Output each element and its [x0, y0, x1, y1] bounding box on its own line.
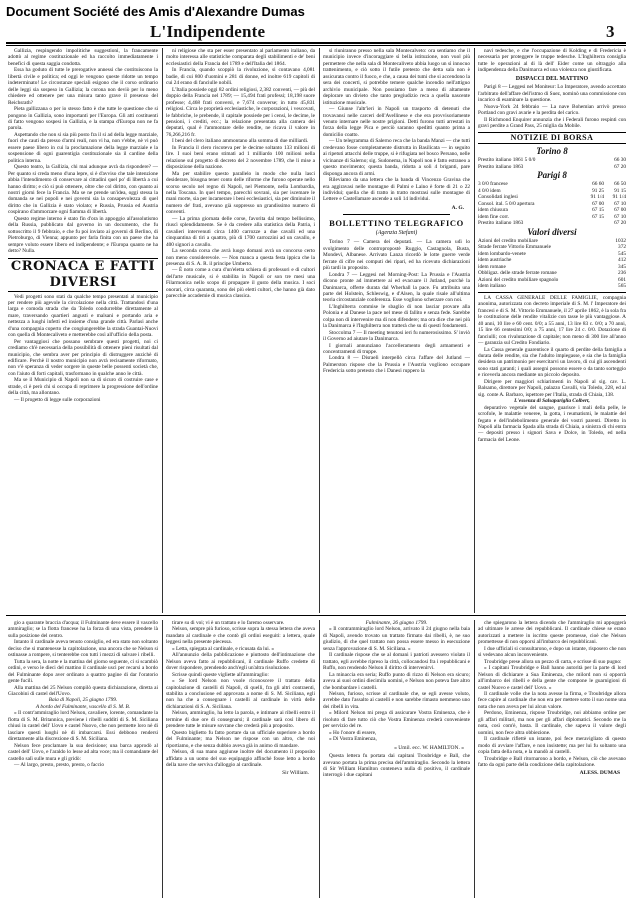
- paragraph: Torino 7 — Camera dei deputati. — La camera udì lo svolgimento delle contropropostė Ruggio, Castagnola, Busta, Mondevì, Albanese. Arrivato Lanza ricordò le lotte guerre verde ferrate di cifre nei computi dei ripari, ed ha ricevuto dichiarazioni più tardi in proposito.: [323, 239, 470, 272]
- paragraph: I beni del clero italiano ammontano alla somma di due milliardi.: [172, 138, 309, 145]
- row-value: 67 15: [592, 207, 604, 214]
- row-label: Prestito italiano 1863: [478, 163, 524, 170]
- row-value: 67 10: [614, 213, 626, 220]
- paragraph: — Al largo, presto, presto, presto, o faccio: [14, 761, 105, 768]
- column-3: [323, 48, 470, 613]
- paragraph: LA CASSA GENERALE DELLE FAMIGLIE, compagnia anonima, autorizzata con decreto imperiale di S. M. l' Imperatore dei francesi e di S. M. Vittorio Emmanuele, il 27 aprile 1862, è la sola fra le costituzione delle rendite vitalizie con tasse le più vantaggiose. A 40 anni, 10 lire e 60 cent. 0/0; a 55 anni, 13 lire 83 c. 0/0; a 70 anni, 15 lire 66 centesimi 0/0; a 75 anni, 17 lire 24 c. 0/0. Dotazione di fanciulli; con rivalutazione di capitale; non meno di 300 lire all'anno — garanzia sul Credito Fondiario.: [478, 294, 626, 347]
- paragraph: Nuova-York 24 febbraio — La nave Bohemian arrivò presso Portland con gravi avarie e la perdita del carico.: [478, 103, 626, 117]
- author-signature: ALESS. DUMAS: [579, 770, 620, 777]
- paragraph: Nelson, sempre più furioso, scrisse sopra la stessa lettera che aveva mandato al cardinale e che contò gli ordini eseguiti: a lettera, quale leggesi nella presente piecessa.: [166, 626, 315, 646]
- paragraph: La Cassa generale guarentisce il quarto di perdite della famiglia a durata delle rendite, sia che l'adulto impiegasse, e sia che la famiglia desidera un patrimonio per esercitarvi un lavoro, di cui gli ascendenti sono stati garanti; i quali assegni possono essere o da tanto sorteggio e riceverla ancora mediante un piccolo deposito.: [478, 346, 626, 379]
- paragraph: La seconda corsa che avrà luogo domani avrà un concorso certo non meno considerevole. — Non manca a questa festa ippica che la presenza di S. A. R. il principe Umberto.: [166, 248, 315, 267]
- paragraph: — Un telegramma di Salerno reca che la banda Manzi — che tutti credevano fosse completamente distrutta in Basilicata — in seguito ai ripetuti attacchi delle truppe, si è rifugiata nel bosco Persano, nelle vicinanze di Salerno; sig. Sudonema, in Napoli non è fatto estraneo a questo movimento; questa banda, ridotta a soli 4 briganti, pare disponga ancora di armi.: [323, 138, 470, 177]
- column-divider: [474, 48, 475, 613]
- paragraph: Nelson fece proclamare la sua decisione; una barca approdò al castel dell' Uovo, e l'araldo lo lesse ad alta voce; ma il comandante del castello salì sulle mura e gli gridò:: [8, 742, 158, 762]
- row-label: idem austriache: [478, 257, 512, 264]
- row-value: 91 25: [592, 187, 604, 194]
- paragraph: Per vantaggiosi che possano sembrare questi progetti, noi ci crediamo ch'è necessaria della possibilità di ottenere pieni risultati dal municipio, che sembra aver per principio di distruggere anzichè di edificare. Perchè il nostro municipio non avrà recisamente riformato, non v'è speranza di veder sorgere in queste belle possenti società che, con l'aiuto di forti capitali, trasformano in qualche anno le città.: [8, 338, 158, 377]
- cronaca-tail: — Il progetto di legge sulle corporazioni: [14, 396, 101, 403]
- row-label: idem chiusura: [478, 207, 508, 214]
- cronaca-article: [8, 294, 158, 397]
- row-value: 601: [618, 276, 626, 283]
- column-2: [166, 48, 315, 613]
- col4-top-article: [478, 48, 626, 74]
- col1-top-article: [8, 48, 158, 255]
- paragraph: L'Italia possiede oggi 82 ordini religiosi, 2,382 conventi, — più del doppio della Francia nel 1789; — 15,494 frati professi; 18,198 suore professe; 4,468 frati conversi, e 7,674 converse; in tutto 45,831 religiosi. Circa le proprietà ecclesiastiche, le corporazioni, i vescovati, le fabbriche, le prebende, il capitale possiede per i censi, le decime, le pensioni, i crediti, ecc.; la relazione presentata alla camera dei deputati, qual è l'ammontare delle rendite, ne ricava il valore in 76,266,216 fr.: [166, 86, 315, 138]
- paragraph: Gallizia, respingendo impolitiche suggestioni, la francamente adottò al regime costituzionale ed ha raccolto immediatamente i benefici di questa saggia condotta.: [8, 48, 158, 67]
- paragraph: Aspettando che non si sia più posto fra il si ad della legge marziale, fuori che cauti da presso d'armi reali, non vi ha, non v'ebbe, nè vi può essere paese libero in cui la proclamazione della legge marziale e la sospensione di ogni guarentigia costituzionale sia il cardine della politica interna.: [8, 131, 158, 164]
- paragraph: Essa ha goduto di tutte le prerogative annessi che costituiscono la libertà civile e politica; ed oggi le vengono queste ridotte un tempo indeterminato! Le circostanze speciali esigono che il corso ordinario delle leggi sia sospeso in Gallizia; la corona non deviò per lo meno chiedere ed ottenere per una misura tanto grave il presenso del Reichsrath?: [8, 67, 158, 106]
- paragraph: Il cardinale rispose che se al domani i patrioti avessero violato il trattato, egli avrebbe ripreso la città, collocandosi fra i repubblicani e Ruffo, non rendendo Nelson il diritto di intervenirvi.: [323, 652, 470, 672]
- paragraph: « Il contr'ammiraglio lord Nelson, cavaliere, lorente, comandante la flotta di S. M. Britannica, previene i ribelli sudditi di S. M. Siciliana chiusi in castel dell' Uovo e castel Nuovo, che non permette loro nè di lasciare questi luoghi nè di imbarcarsi. Essi debbono rendersi direttamente alla discrezione di S. M. Siciliana.: [8, 710, 158, 743]
- paragraph: Vedi progetti sono stati da qualche tempo presentati al municipio per rendere più agevole la circolazione nella città. Trattandosi d'una larga e comoda strada che da Toledo condurrebbe direttamente al mare, traversando quartieri angusti e malsani e portando aria e nettezza a luoghi infetti ed insieme d'una grande città. Parlasi anche d'una compagnia coperto che congiungerebbe la strada Guantai-Nuovi con quella di Montecaliveto e metterebbe così all'ufficio della posta.: [8, 293, 158, 339]
- dispatch-article: [478, 84, 626, 129]
- paragraph: Scrisse quindi queste vigliette all'ammiraglio:: [172, 671, 269, 678]
- row-label: 4 0/0 idem: [478, 187, 501, 194]
- cassa-advert: [478, 295, 626, 398]
- paragraph: Dirigere per maggiori schiarimenti in Napoli al sig. cav. L. Balsamo, direttore per Napoli, palazzo Cavalli, via Toledo, 228, ed al sig. conte A. Barbaro, ispettore per l'Italia, strada di Chiaia, 138.: [478, 378, 626, 398]
- feuilleton-heading: A bordo del Fulminante, vascello di S. M. B.: [35, 703, 131, 710]
- row-label: Consolidati inglesi: [478, 194, 518, 201]
- row-value: 412: [618, 257, 626, 264]
- feuilleton-signature: « Umil. ecc. W. HAMILTON. »: [394, 744, 464, 751]
- paragraph: Tutta la sera, la notte e la mattina del giorno seguente, ci si scambiò ordini, e verso le dieci del mattino il cardinale usci per recarsi a bordo del Fulminante dopo aver ordinato a quattro pagine di dar l'oratorio gente fucili.: [8, 658, 158, 685]
- feuilleton-column-1: [8, 620, 158, 898]
- torino-heading: Torino 8: [536, 146, 568, 157]
- row-value: 545: [618, 250, 626, 257]
- paragraph: Questo biglietto fu fatto portare da un ufficiale superiore a bordo del Fulminante; ma Nelson ne rispose con un altro, che noi riportiamo, e che senza dubbio aveva già in animo di mandare.: [166, 729, 315, 749]
- paragraph: Alla mattina del 25 Nelson compilò questa dichiarazione, diretta ai Giacobini di castel dell'Uovo.: [8, 684, 158, 697]
- paragraph: Questa lettera fu portata dai capitani Troubridge e Ball, che avevano portata la prima precisa dell'ammiraglio. Secondo la lettera di Sir William Hamilton conteneva nulla di positivo, il cardinale interrogò i due capitani: [323, 753, 470, 779]
- feuilleton-dateline: Baia di Napoli, 25 giugno 1799.: [48, 697, 118, 704]
- row-value: 66 30: [614, 157, 626, 164]
- paragraph: Troubridge prese allora un pezzo di carta, e scrisse di suo pugno:: [484, 658, 622, 665]
- row-label: Azioni del credito mobiliare: [478, 237, 538, 244]
- column-divider: [162, 620, 163, 898]
- row-value: 66 60: [592, 181, 604, 188]
- paragraph: Nelson, furioso, scrisse al cardinale che, se egli avesse voluto, avrebbe dato l'assalto ai castelli e non sarebbe rimasto nemmeno uno dei ribelli in vita.: [323, 690, 470, 710]
- row-value: 67 15: [592, 213, 604, 220]
- paragraph: Troubridge e Ball ritornarono a bordo, e Nelson, ciò che avevano fatto da ogni parte della condizione della capitolazione.: [478, 755, 626, 768]
- column-1: [8, 48, 158, 613]
- page-number: 3: [606, 22, 615, 41]
- parigi-heading: Parigi 8: [537, 170, 567, 181]
- paragraph: Parigi 8 — Leggesi nel Moniteur: Lo Imperatore, avendo accettato l'arbitrato dell'affare dell'istmo di Suez, nominò una commissione con incarico di esaminare la questione.: [478, 84, 626, 104]
- column-4: [478, 48, 626, 613]
- borsa-heading: NOTIZIE DI BORSA: [478, 132, 626, 144]
- parigi-table: [478, 181, 626, 227]
- cronaca-heading: CRONACA E FATTI DIVERSI: [8, 258, 158, 292]
- row-value: 565: [618, 283, 626, 290]
- valori-heading: Valori diversi: [527, 226, 577, 237]
- paragraph: Nelson, di sua mano aggiunse inoltre del documento il proposito affidato a un uomo del suo equipaggio affinchè fosse letto a bordo della nave che serviva d'alloggio al cardinale.: [166, 749, 315, 768]
- row-value: 67 20: [614, 220, 626, 227]
- row-value: 91 1/4: [612, 194, 626, 201]
- colbert-advert: depurativo vegetale del sangue, guarisce i mali della pelle, le scrofole, le malattie veneree, la gotta, i reumatismi, le malattie del fegato e dell'indebolimento generale dei vostri parenti. Diretto in Napoli alla farmacia Spada alla strada di Chiaia, a sinistra di chi entra — depositi presso i signori Sava e Dolce, in Toledo, ed nella farmacia del Leone.: [478, 404, 626, 443]
- row-value: 67 20: [614, 163, 626, 170]
- paragraph: « Letta, spiegata al cardinale, e ricusata da lui. »: [172, 645, 275, 652]
- paragraph: Londra 8 — Disraeli interpellò circa l'affare del Jutland — Palmerston rispose che la Prussia e l'Austria vogliono occupare Fredericia sotto pretesto che i Danesi ruppero la: [323, 355, 470, 375]
- feuilleton-text: [323, 626, 470, 742]
- divider-line: [343, 214, 450, 215]
- bollettino-article: [323, 239, 470, 375]
- paragraph: Londra 7 — Leggesi nel Morning-Post: La Prussia e l'Austria dicono pronte ad immettere ai ed evacuare il Jutland, purchè la Danimarca, offerte durata dal Wherhall la pace. Fu attribuita una parte del Holstein, Schleswig, e d'Alsen, la quale risale all'ultima teoria circostanziale conferenza. Esse vogliono scherzare con noi.: [323, 271, 470, 304]
- row-value: 91 15: [614, 187, 626, 194]
- paragraph: I giornali annunziano l'accelleramento degli armamenti e concentramenti di truppe.: [323, 342, 470, 356]
- paragraph: « I capitani Troubridge e Ball hanno autorità per la parte di lord Nelson di dichiarare a Sua Eminenza, che milord non si opporrà all'imbarco dei ribelli e della gente che compone le guarnigioni di castel Nuovo e castel dell' Uovo. »: [478, 665, 626, 691]
- paragraph: « Se lord Nelson non vuole riconoscere il trattato della capitolazione di castelli di Napoli, di quelli, fra gli altri contraenti, stabilita a conclusione ed approvata a nome di S. M. Siciliana, egli non ha che a consegnare i castelli al cardinale in virtù delle dichiarazioni di S. A. Siciliana.: [166, 678, 315, 710]
- paragraph: Questo regime interno è stato fin d'ora in appoggio all'assolutismo della Russia, pubblicato dal governo in un documento, che fu sottoscritto il 9 febbraio, e che fu poi inviato ai governi di Berlino, di Pietroburgo, di Vienna; appunto per farla finita con un paese che ha sempre voluto essere libero ed indipendente; e l'Europa quanto ne ha detto? Nulla.: [8, 215, 158, 255]
- row-label: idem fine corr.: [478, 213, 510, 220]
- paragraph: Intanto il cardinale aveva tenuto consiglio, ed era stato non soltanto deciso che si mantenesse la capitolazione, una ancora che se Nelson si ostinasse a rompere, si tenterebbe con tutti i mezzi di salvare i ribelli.: [8, 639, 158, 659]
- paragraph: — La prima giornata delle corse, favorita dal tempo bellissimo, riuscì splendidamente. Se è da credere alla statistica della Patria, i cavalieri intervenuti circa 1400 carrozze a due cavalli ed una cinquantina di tiri a quattro, più di 1700 carrozzini ad un cavallo, e 400 signori a cavallo.: [166, 215, 315, 248]
- divider-line: [478, 292, 626, 293]
- col3-signature: A. G.: [451, 204, 464, 211]
- row-label: Strade ferrate Vittorio Emmanuele: [478, 244, 551, 251]
- paragraph: « Il contrammiraglio lord Nelson, arrivato il 24 giugno nella baia di Napoli, avendo trovato un trattato firmato dai ribelli, è, ne suo giudizio, di che quel trattato non possa essere messo in esecuzione senza l'approvazione di S. M. Siciliana. »: [323, 626, 470, 652]
- table-row: [478, 220, 626, 227]
- paragraph: La minaccia era seria; Ruffo punto di rizzo di Nelson era sicuro; aveva ai suoi ordini diecimila uomini, e Nelson non poteva fare altro che bombardare i castelli.: [323, 671, 470, 691]
- feuilleton-text: [323, 753, 470, 779]
- row-value: 345: [618, 263, 626, 270]
- row-value: 372: [618, 244, 626, 251]
- row-label: idem italiano: [478, 283, 506, 290]
- paragraph: Ma se il Municipio di Napoli non sa di sicuro di costruire case e strade, ci è però chi si occupa di reprimere la progressione dell'ordine della città, ma allontano.: [8, 377, 158, 397]
- row-value: 67 00: [592, 200, 604, 207]
- row-label: idem lombardo-venete: [478, 250, 526, 257]
- paragraph: — Giunse l'altr'ieri in Napoli un trasporto di detenuti che trovavansi nelle carceri dell'Avellinese e che era provvisoriamente venuto internare nelle nostre prigioni. Detti furono tutti arrestati in forza della legge Pica e perciò saranno speditti quanto prima a domicilio coatto.: [323, 106, 470, 138]
- row-value: 67 00: [614, 207, 626, 214]
- colbert-heading: L'essenza di Salsapariglia Colbert,: [514, 398, 590, 405]
- column-divider: [319, 48, 320, 613]
- paragraph: In Francia il clero riscoteva per le decime soltanto 133 milioni di lire. I suoi beni erano stimati ad 1 milliardo 100 milioni nella relazione sul progetto di decreto del 2 novembre 1789, che li mise a disposizione della nazione.: [166, 144, 315, 171]
- col2-article: [166, 48, 315, 300]
- document-credit: Document Société des Amis d'Alexandre Dumas: [6, 4, 305, 19]
- table-row: [478, 283, 626, 290]
- row-label: Prestito italiano 1861 5 0/0: [478, 157, 536, 164]
- paragraph: « Di Vostra Eminenza,: [329, 736, 377, 743]
- row-label: 3 0/0 francese: [478, 181, 508, 188]
- paragraph: Il cardinale riflettè un istante, poi fece meravigliato di questo modo di avviare l'affare, e non insistette; ma per lui fu soltanto una copia fatta della nota, e la mandò ai castelli.: [478, 736, 626, 756]
- row-value: 91 1/4: [590, 194, 604, 201]
- newspaper-masthead: L'Indipendente: [150, 22, 266, 41]
- paragraph: All'annunzio della pubblicazione e piuttosto dell'intimazione che Nelson aveva fatto ai repubblicani, il cardinale Ruffo credette di dover rispondere, prendendo anch'egli un'altra risoluzione.: [166, 652, 315, 672]
- feuilleton-rule: [6, 615, 626, 616]
- feuilleton-dateline: Fulminante, 26 giugno 1799.: [365, 620, 428, 626]
- feuilleton-signature: Sir William.: [282, 770, 309, 777]
- row-label: Consol. ital. 5 0/0 apertura: [478, 200, 535, 207]
- paragraph: L'Inghilterra commise le sbaglio di non lasciar provare alla Polonia e al Danese la pace nel mese di fallito e senza fede. Sarebbe colpa non di intervenire ma di non difendere; ma ora dice che nei più la Danimarca è l'Inghilterra non tratterà che su di questi fondamenti.: [323, 303, 470, 330]
- paragraph: — È noto come a cura d'un'eletta schiera di professori e di cultori dell'arte musicale, si è stabilita in Napoli or son tre mesi una Filarmonica nello scopo di propagare il gusto della musica. I soci onorari, circa quaranta, sono dei più eletti cultori, che hanno già dato parecchie accademie di musica classica.: [166, 267, 315, 300]
- bollettino-heading: BOLLETTINO TELEGRAFICO: [329, 218, 464, 229]
- paragraph: navi tedesche, e che l'occupazione di Kolding e di Fredericia è necessaria per proteggere le truppe tedesche. L'Inghilterra consiglia tutte le operazioni al di là dell' Eider come un oltraggio alla indipendenza della Danimarca ed una violenza non giustificata.: [478, 48, 626, 74]
- feuilleton-text: [166, 620, 315, 768]
- paragraph: Ma per stabilire questo parallelo in modo che nulla lasci desiderare, bisogna tener conto delle riforme che furono operate nello scorso secolo nel regno di Napoli, nel Piemonte, nella Lombardia, nella Toscana. In quel tempo, parecchi sovrani, sia per iscemare le mani morte, sia per incamerare i beni ecclesiastici, sia per diminuire il numero de' frati, avevano già soppresso un grandissimo numero di conventi.: [166, 170, 315, 216]
- paragraph: « Ho l'onore di essere,: [329, 729, 377, 736]
- paragraph: Il Richmond Enquirer annunzia che i Federali furono respinti con gravi perdite a Grand Pass, 25 miglia da Mobile.: [478, 116, 626, 129]
- feuilleton-text: [478, 620, 626, 768]
- row-label: Obbligaz. delle strade ferrate romane: [478, 270, 557, 277]
- feuilleton-column-3: [323, 620, 470, 898]
- paragraph: ni religiose che sta per esser presentato al parlamento italiano, da molto interessa alle statistiche comparata degli stabilimenti e de' beni ecclesiastici della Francia del 1789 e dell'Italia del 1864.: [166, 48, 315, 67]
- paragraph: Pieta gallizzana o per io stesso fatto è che tutte le questione che si pongono in Gallizia, sono importanti per l'Europa. Gli atti costituenti di fatto vengono sospesi in Gallizia, e la stampa d'Europa non ne fa parola.: [8, 106, 158, 132]
- paragraph: Nelson, ammiraglio, ha letto la parola, e intimare ai ribelli entro il termine di due ore di consegnarsi; il cardinale sarà così libero di prendere tutte le misure sovrane che crederà più a proposito.: [166, 710, 315, 730]
- dispatch-heading: DISPACCI DEL MATTINO: [515, 75, 589, 82]
- paragraph: tirare su di voi; vi è un trattato e lo faremo osservare.: [172, 620, 285, 626]
- row-value: 1032: [615, 237, 626, 244]
- row-label: Prestito italiano 1863: [478, 220, 524, 227]
- row-value: 67 10: [614, 200, 626, 207]
- feuilleton-text: [8, 710, 158, 768]
- row-value: 236: [618, 270, 626, 277]
- feuilleton-text: [8, 620, 158, 697]
- paragraph: I due ufficiali si consultarono, e dopo un istante, risposero che non si vedevano alcun inconveniente.: [478, 645, 626, 659]
- torino-table: [478, 157, 626, 170]
- paragraph: Questo teatro, la Gallizia, chi mai adunque avrà da rispondere? — Per quanto si creda meno d'una lepre, si è d'avviso che tale intenzione abbia l'intendimento di conservare ai cittadini quel po' di libertà a cui hanno diritto; e ciò si può ottenere, oltre che col diritto, con quanto ai nostri giorni fece la Francia. Ma se ne prende un'idea, oggi stessa la domanda se nei popoli e nei governi sia la consapevolezza di quel diritto che in Gallizia è stato violato; e Russia, Prussia ed Austria cospirano d'ammorzare ogni fiamma di libertà.: [8, 164, 158, 216]
- paragraph: Il cardinale volle che la nota avesse la firma, e Troubridge allora fece capire al cardinale che non era per mettere sotto il suo nome una nota che non aveva per lui alcun valore.: [478, 690, 626, 710]
- paragraph: In Francia, quando scoppiò la rivoluzione, si contavano 4,081 badie, di cui 800 d'uomini e 281 di donne, ed inoltre 619 capitoli di cui 24 erano di fanciulle nobili.: [166, 67, 315, 87]
- feuilleton-column-2: [166, 620, 315, 898]
- column-divider: [162, 48, 163, 613]
- paragraph: che spiegarono la lettera dicendo che l'ammiraglio mi appoggerà ad ultimare le arrese dei repubblicani. Il cardinale chiese se erano autorizzati a mettere in iscritto queste promesse, cioè che Nelson promettesse di non opporsi all'imbarco dei repubblicani.: [478, 620, 626, 646]
- valori-table: [478, 238, 626, 290]
- feuilleton-column-4: [478, 620, 626, 898]
- paragraph: si riuniranno presso nella sala Montecalveto: ora sentiamo che il municipio invece d'incoraggiare sì bella istituzione, non vuol più permettere che nella sala di Montecaliveto abbia luogo un sì innocuo trattenimento, e ciò sotto il futile pretesto che detta sala non è assicurata contro il fuoco, e che, a causa dei tumi che si accendono la sera dei concerti, si potrebbe temere qualche incendio nell'attiguo archivio municipale. Non possiamo fare a meno di altamente deplorare un divieto che tanto pregiudizio reca a quella nascente istituzione musicale.: [323, 48, 470, 106]
- row-value: [582, 220, 604, 227]
- paragraph: « Milord Nelson mi prega di assicurare Vostra Eminenza, che è risoluto di fare tutto ciò che Vostra Eminenza crederà conveniente per servizio del re.: [323, 710, 470, 730]
- col3-article: [323, 48, 470, 203]
- masthead-rule: [6, 42, 626, 44]
- row-label: idem romane: [478, 263, 506, 270]
- paragraph: Perdono, Eminenza, rispose Troubridge, noi abbiamo ordine per gli affari militari, ma non per gli affari diplomatici. Secondo me la nota, così com'è, basta. Il cardinale, che sapeva il valore degli uomini, non fece altra obbiezione.: [478, 710, 626, 736]
- bollettino-subheading: (Agenzia Stefani): [375, 230, 418, 237]
- column-divider: [474, 620, 475, 898]
- row-value: 66 50: [614, 181, 626, 188]
- paragraph: Stoccolma 7 — Il meeting tenutosi ieri fu numerosissimo. S' inviò il Governo ad aiutare la Danimarca.: [323, 329, 470, 343]
- paragraph: Rileviamo da una lettera che la banda di Vincenzo Gravina che era aggiravasi nelle montagne di Palmi e Laino è forte di 21 o 22 individui; quella che di tratto in tratto mostrasi sulle montagne di Lettere e Castellamare ascende a soli 14 individui.: [323, 177, 470, 203]
- row-label: Azioni del credito mobiliare spagnolo: [478, 276, 559, 283]
- paragraph: gio a quarante braccia d'acqua; il Fulminante deve essere il vascello ammiraglio; se la flotta francese ha la forza di una vista, prendete là sulla posizione del centro.: [8, 620, 158, 639]
- column-divider: [319, 620, 320, 898]
- masthead-rule-thin: [6, 45, 626, 46]
